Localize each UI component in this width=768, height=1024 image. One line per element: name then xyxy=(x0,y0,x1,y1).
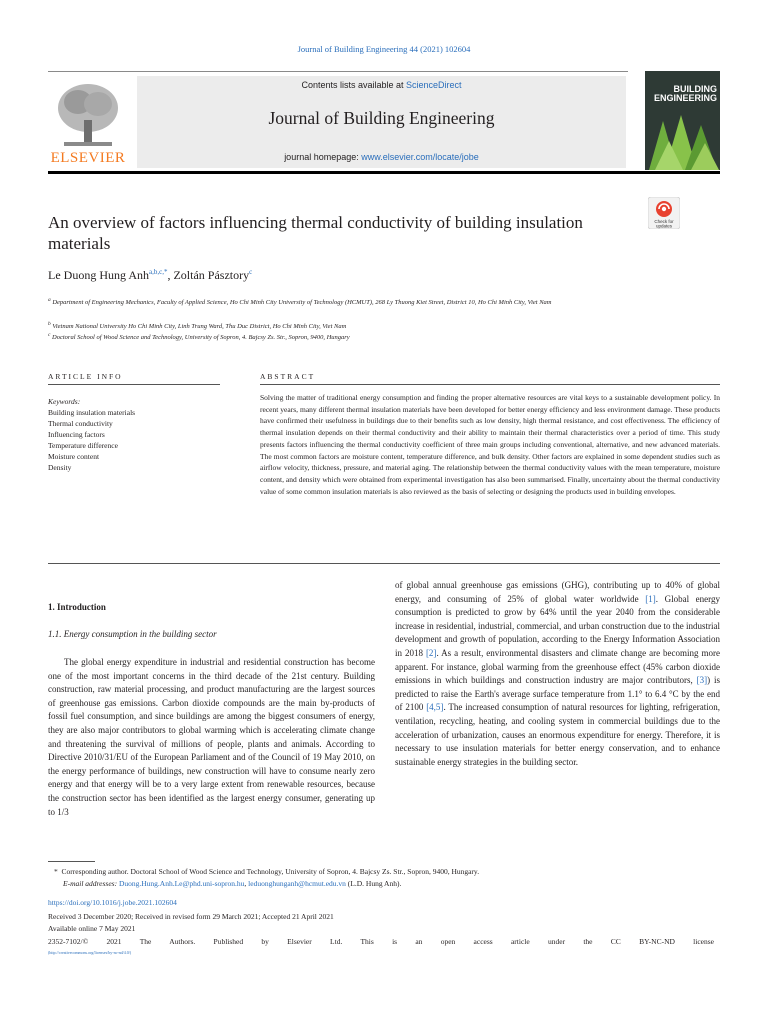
abstract-heading: ABSTRACT xyxy=(260,372,316,381)
body-paragraph-right xyxy=(395,579,720,769)
elsevier-wordmark: ELSEVIER xyxy=(50,150,126,166)
author-name[interactable]: Le Duong Hung Anh xyxy=(48,268,149,282)
email-label: E-mail addresses: xyxy=(63,879,118,888)
email-note xyxy=(63,878,713,890)
body-text: . As a result, environmental disasters and climate change are becoming more apparent. For instance, global warming from the greenhouse effect (45% carbon dioxide emissions in which buildings and construction industry are major contributors, xyxy=(395,647,720,686)
section-heading: 1. Introduction xyxy=(48,602,106,612)
abstract-divider xyxy=(260,384,720,385)
email-suffix: (L.D. Hung Anh). xyxy=(345,879,402,888)
keywords-label: Keywords: xyxy=(48,397,81,406)
available-online: Available online 7 May 2021 xyxy=(48,924,136,933)
affiliation-mark: c xyxy=(48,332,51,338)
body-text: . The increased consumption of natural resources for lighting, refrigeration, ventilation, recycling, heating, and cooling system in commercial buildings due to the acceleration of urbanization, causes an enormous expenditure for energy. Therefore, it is necessary to use insulation materials for better energy conservation, and to enhance sustainable energy strategies in the building sector. xyxy=(395,702,720,767)
author-separator: , xyxy=(167,268,174,282)
affiliation-text: Doctoral School of Wood Science and Technology, University of Sopron, 4. Bajcsy Zs. Str., Sopron, 9400, Hungary xyxy=(52,334,350,342)
header-thick-divider xyxy=(48,171,720,174)
affiliation-mark: a xyxy=(48,297,51,303)
corresponding-author-text: Corresponding author. Doctoral School of Wood Science and Technology, University of Sopron, 4. Bajcsy Zs. Str., Sopron, 9400, Hungary. xyxy=(61,867,480,876)
reference-link[interactable]: [2] xyxy=(425,647,437,658)
homepage-line xyxy=(137,152,626,162)
received-dates: Received 3 December 2020; Received in revised form 29 March 2021; Accepted 21 April 2021 xyxy=(48,912,334,921)
homepage-prefix: journal homepage: xyxy=(284,152,362,162)
license-statement: 2352-7102/© 2021 The Authors. Published by Elsevier Ltd. This is an open access article under the CC BY-NC-ND license xyxy=(48,937,714,946)
email-link[interactable]: leduonghunganh@hcmut.edu.vn xyxy=(248,879,346,888)
keyword: Influencing factors xyxy=(48,430,105,439)
email-link[interactable]: Duong.Hung.Anh.Le@phd.uni-sopron.hu xyxy=(118,879,245,888)
body-text: . Global energy consumption is predicted to grow by 64% until the year 2040 from the considerable increase in residential, industrial, commercial, and urban construction due to the industrial development and growth of population, according to the Energy Information Association in 2018 xyxy=(395,593,720,658)
footnote-mark: * xyxy=(54,867,58,876)
sciencedirect-link[interactable]: ScienceDirect xyxy=(406,80,462,90)
keyword: Moisture content xyxy=(48,452,100,461)
article-info-heading: ARTICLE INFO xyxy=(48,372,123,381)
keyword: Density xyxy=(48,463,72,472)
affiliation-text: Vietnam National University Ho Chi Minh City, Linh Trung Ward, Thu Duc District, Ho Chi Minh City, Viet Nam xyxy=(52,323,347,331)
reference-link[interactable]: [1] xyxy=(645,593,656,604)
cover-title-line2: ENGINEERING xyxy=(653,93,717,103)
article-info-divider xyxy=(48,384,220,385)
author-affiliation-marks[interactable]: a,b,c,* xyxy=(149,268,168,276)
keyword: Building insulation materials xyxy=(48,408,136,417)
keyword: Temperature difference xyxy=(48,441,118,450)
body-text: of global annual greenhouse gas emissions (GHG), contributing up to 40% of global energy, and consuming of 25% of global water worldwide xyxy=(395,580,720,604)
journal-cover-image[interactable] xyxy=(645,71,720,170)
contents-prefix: Contents lists available at xyxy=(301,80,407,90)
abstract-text: Solving the matter of traditional energy consumption and finding the proper alternative resources are vital keys to a sustainable development policy. In recent years, many different thermal insulation materials have been developed for better energy efficiency and less environment damage. These products have confirmed their usefulness in buildings due to their benefits such as low density, high thermal resistance, and cost effectiveness. The efficiency of thermal insulation depends on their thermal conductivity and their ability to maintain their thermal characteristics over a period of time. This study presents factors influencing the thermal conductivity coefficient of three main groups including conventional, alternative, and new advanced materials. The most common factors are moisture content, temperature difference, and bulk density. Other factors are explained in some dependent studies such as airflow velocity, thickness, pressure, and material aging. The relationship between the thermal conductivity values with the mean temperature, moisture content, and density which were obtained from experimental investigation has also been summarised. Finally, uncertainty about the thermal conductivity value of some common insulation materials is also reviewed as the basis of selecting or designing the products used in building envelopes. xyxy=(260,393,720,496)
subsection-heading: 1.1. Energy consumption in the building sector xyxy=(48,629,217,639)
corresponding-author-note xyxy=(54,866,714,878)
author-affiliation-marks[interactable]: c xyxy=(249,268,253,276)
reference-link[interactable]: [4,5] xyxy=(426,702,444,713)
check-updates-line1: Check for xyxy=(654,219,674,224)
email-separator: , xyxy=(244,879,249,888)
contents-line xyxy=(137,80,626,90)
affiliation-c xyxy=(48,330,648,343)
check-for-updates-icon[interactable] xyxy=(648,197,680,229)
check-updates-line2: updates xyxy=(655,223,673,229)
keywords-block xyxy=(48,396,135,473)
article-title: An overview of factors influencing thermal conductivity of building insulation materials xyxy=(48,213,583,253)
license-link[interactable]: (http://creativecommons.org/licenses/by-nc-nd/4.0/) xyxy=(48,950,132,955)
body-text: ) is predicted to raise the Earth's average surface temperature from 1.1° to 6.4 °C by the end of 2100 xyxy=(395,675,720,713)
doi-link[interactable]: https://doi.org/10.1016/j.jobe.2021.102604 xyxy=(48,898,177,907)
author-list xyxy=(48,268,252,283)
journal-citation[interactable]: Journal of Building Engineering 44 (2021) 102604 xyxy=(297,44,471,54)
cover-pattern xyxy=(645,71,720,170)
affiliation-a xyxy=(48,295,648,308)
body-paragraph-left: The global energy expenditure in industrial and residential construction has become one of the most important concerns in the third decade of the 21st century. Building construction, raw material processing, and product manufacturing are the largest sources of greenhouse gas emissions. Carbon dioxide compounds are the main by-products of fossil fuel consumption, and since buildings are among the biggest consumers of energy, they are also major contributors to global warming which is accelerating climate change and threatening the survival of millions of people, plants and animals. According to Directive 2010/31/EU of the European Parliament and of the Council of 19 May 2010, on the energy performance of buildings, new construction will have to consume nearly zero energy and that energy will be to a very large extent from renewable resources, because the construction sector has been identified as the largest energy consumer, generating up to 1/3 xyxy=(48,657,375,817)
author-name[interactable]: Zoltán Pásztory xyxy=(173,268,250,282)
affiliation-mark: b xyxy=(48,321,51,327)
abstract-bottom-divider xyxy=(48,563,720,564)
journal-title: Journal of Building Engineering xyxy=(268,108,495,128)
homepage-link[interactable]: www.elsevier.com/locate/jobe xyxy=(361,152,479,162)
affiliation-text: Department of Engineering Mechanics, Faculty of Applied Science, Ho Chi Minh City University of Technology (HCMUT), 268 Ly Thuong Kiet Street, District 10, Ho Chi Minh City, Viet Nam xyxy=(52,299,552,307)
reference-link[interactable]: [3] xyxy=(696,675,708,686)
footnote-divider xyxy=(48,861,95,862)
cover-title-line1: BUILDING xyxy=(673,84,717,94)
header-divider xyxy=(48,71,628,72)
keyword: Thermal conductivity xyxy=(48,419,113,428)
